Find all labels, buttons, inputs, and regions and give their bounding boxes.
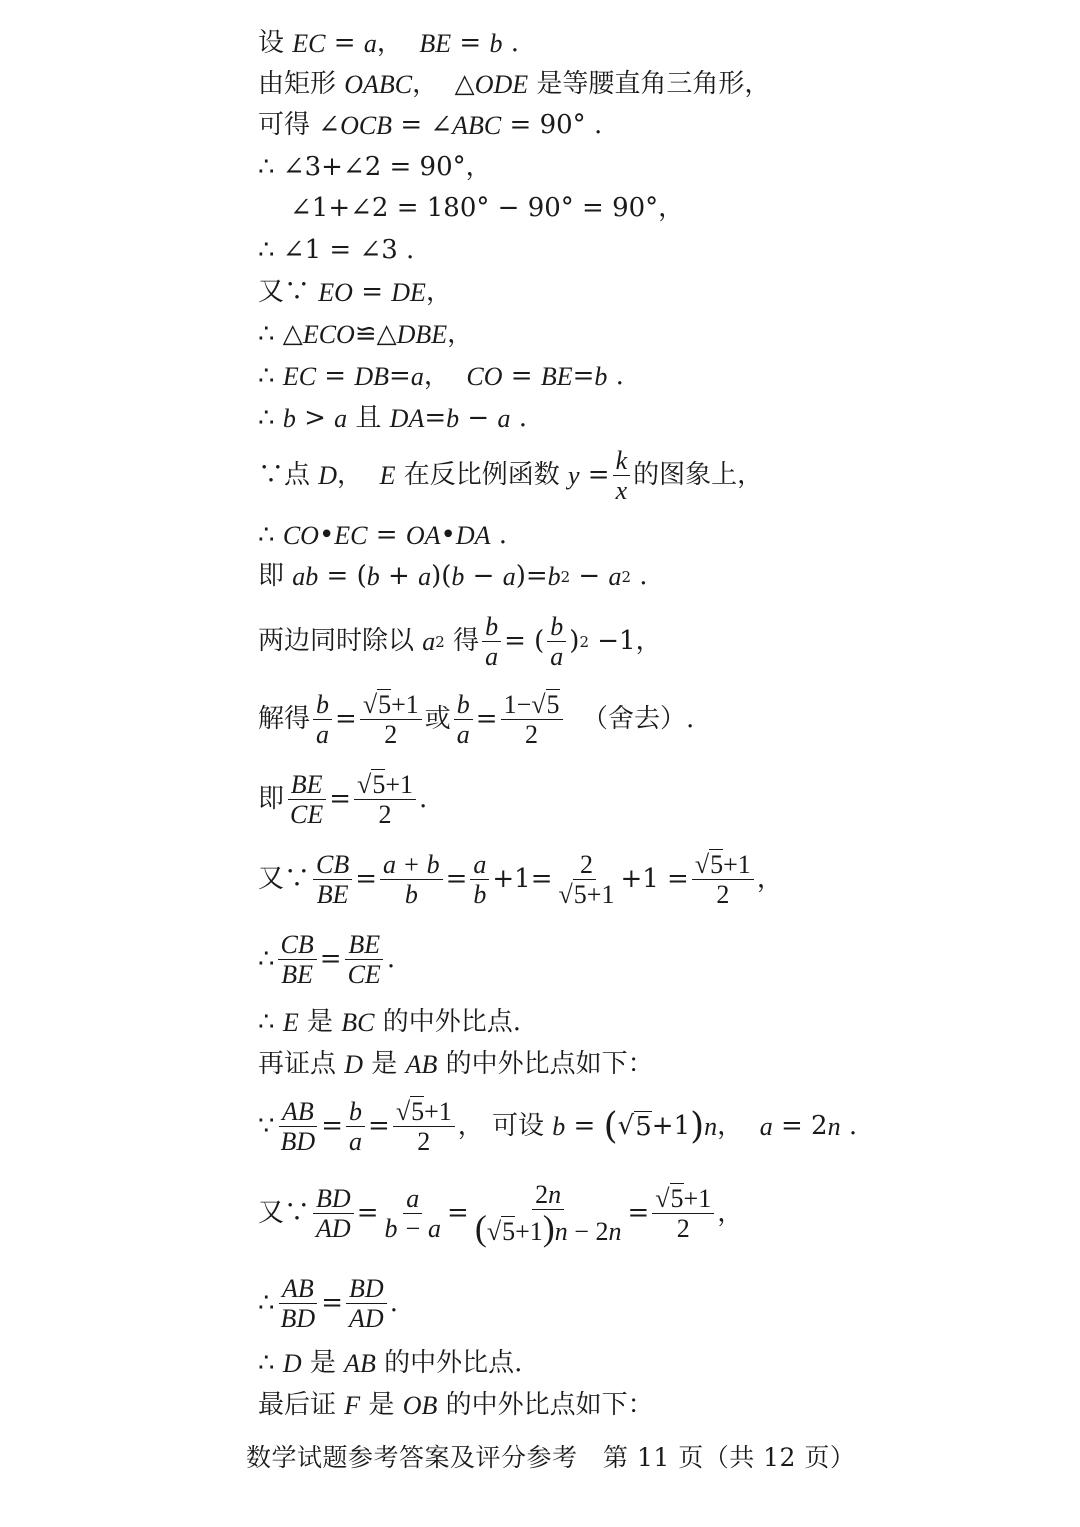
proof-line-25: 最后证 F 是 OB 的中外比点如下： <box>258 1390 654 1420</box>
proof-line-18: ∴ $\frac{CB}{BE}$ = $\frac{BE}{CE}$ . <box>258 930 396 990</box>
proof-line-7: 又∵ EO = DE ， <box>258 277 452 307</box>
proof-line-9: ∴ EC = DB = a ， CO = BE = b . <box>258 361 624 391</box>
proof-line-6: ∴ ∠1 = ∠3 . <box>258 235 415 265</box>
proof-line-23: ∴ $\frac{AB}{BD}$ = $\frac{BD}{AD}$ . <box>258 1274 398 1334</box>
proof-line-11: ∵点 D ， E 在反比例函数 y = $\frac{k}{x}$ 的图象上， <box>258 446 764 506</box>
proof-line-14: 两边同时除以 a 2 得 $\frac{b}{a}$ = ( $\frac{b}{a}$ ) 2 −1， <box>258 612 662 672</box>
proof-line-12: ∴ CO • EC = OA • DA . <box>258 520 508 550</box>
proof-line-2: 由矩形 OABC ， △ ODE 是等腰直角三角形， <box>258 69 771 99</box>
proof-line-15: 解得 $\frac{b}{a}$ = $\frac{√5+1}{2}$ 或 $\frac{b}{a}$ = $\frac{1-√5}{2}$ （舍去）. <box>258 690 695 750</box>
proof-line-24: ∴ D 是 AB 的中外比点. <box>258 1348 523 1378</box>
proof-line-20: 再证点 D 是 AB 的中外比点如下： <box>258 1049 654 1079</box>
proof-line-16: 即 $\frac{BE}{CE}$ = $\frac{√5+1}{2}$ . <box>258 770 428 830</box>
proof-line-5: ∠1+∠2 = 180° − 90° = 90°， <box>290 193 685 223</box>
proof-line-22: 又∵ $\frac{BD}{AD}$ = $\frac{a}{b - a}$ = $\frac{2n}{(√5+1)n - 2n}$ = $\frac{√5+1}{2}$ ， <box>258 1180 744 1249</box>
proof-line-19: ∴ E 是 BC 的中外比点. <box>258 1007 521 1037</box>
proof-line-1: 设 EC = a ， BE = b . <box>258 28 519 58</box>
proof-line-4: ∴ ∠3+∠2 = 90°， <box>258 152 492 182</box>
page-footer: 数学试题参考答案及评分参考 第 11 页（共 12 页） <box>246 1443 856 1472</box>
proof-line-17: 又∵ $\frac{CB}{BE}$ = $\frac{a + b}{b}$ = $\frac{a}{b}$ +1= $\frac{2}{√5+1}$ +1 = $\frac{√5+1}{2}$ ， <box>258 850 783 910</box>
proof-line-3: 可得 ∠ OCB = ∠ ABC = 90° . <box>258 110 603 140</box>
proof-line-10: ∴ b > a 且 DA = b − a . <box>258 403 527 433</box>
proof-line-8: ∴ △ ECO ≌△ DBE ， <box>258 319 474 349</box>
proof-line-21: ∵ $\frac{AB}{BD}$ = $\frac{b}{a}$ = $\frac{√5+1}{2}$ ， 可设 b = ( √ 5 +1 ) n ， a = 2 n . <box>258 1097 858 1157</box>
proof-line-13: 即 ab = ( b + a )( b − a )= b 2 − a 2 . <box>258 561 648 591</box>
